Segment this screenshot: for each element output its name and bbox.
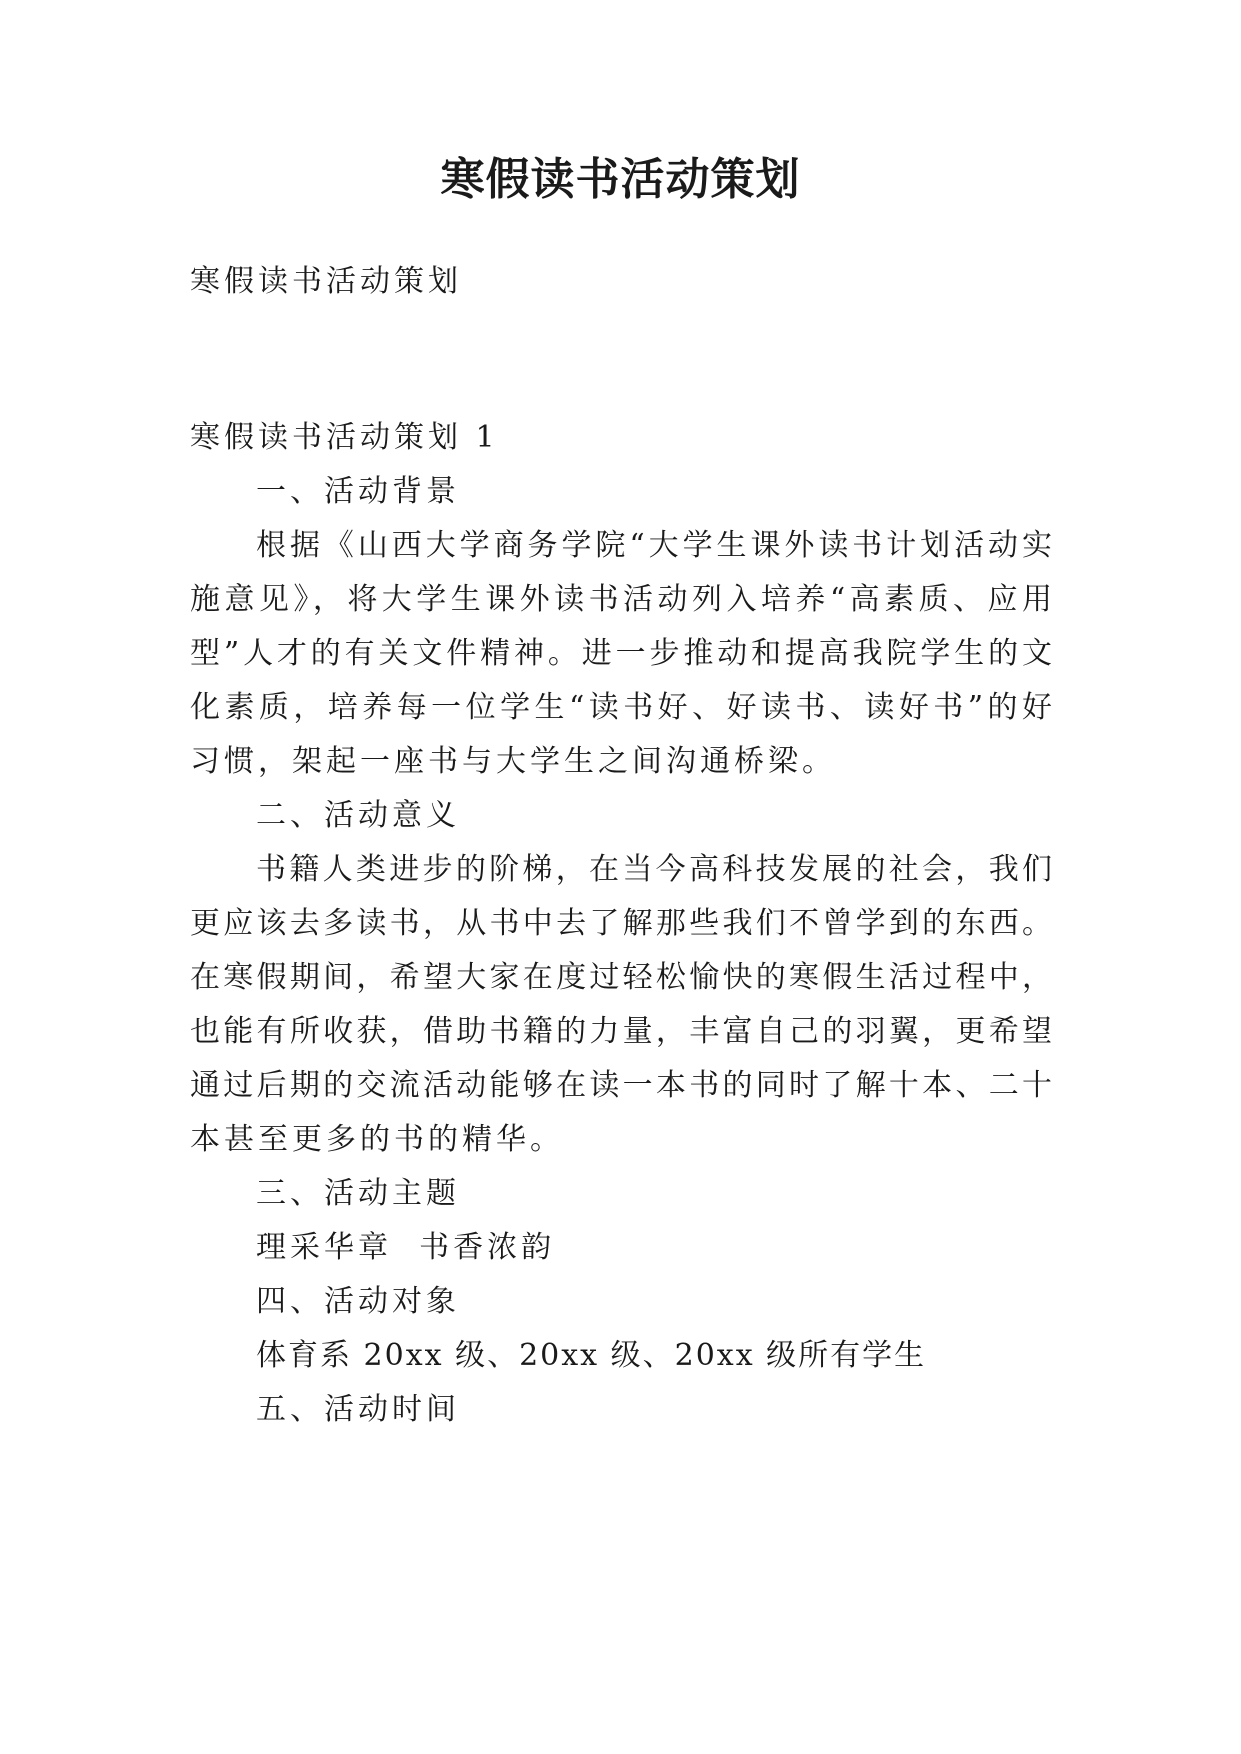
heading-time: 五、活动时间	[256, 1392, 460, 1427]
heading-theme: 三、活动主题	[256, 1176, 460, 1211]
paragraph-line: 本甚至更多的书的精华。	[190, 1122, 564, 1157]
document-subtitle: 寒假读书活动策划	[190, 264, 462, 299]
document-title: 寒假读书活动策划	[440, 154, 801, 205]
paragraph-line: 施意见》，将大学生课外读书活动列入培养“高素质、应用	[190, 582, 1052, 617]
audience-text: 体育系 20xx 级、20xx 级、20xx 级所有学生	[256, 1338, 927, 1373]
paragraph-line: 化素质，培养每一位学生“读书好、好读书、读好书”的好	[190, 690, 1052, 725]
theme-text: 理采华章 书香浓韵	[256, 1230, 556, 1265]
paragraph-line: 在寒假期间，希望大家在度过轻松愉快的寒假生活过程中，	[190, 960, 1052, 995]
paragraph-line: 习惯，架起一座书与大学生之间沟通桥梁。	[190, 744, 836, 779]
section-title: 寒假读书活动策划 1	[190, 420, 499, 455]
paragraph-line: 通过后期的交流活动能够在读一本书的同时了解十本、二十	[190, 1068, 1052, 1103]
paragraph-line: 也能有所收获，借助书籍的力量，丰富自己的羽翼，更希望	[190, 1014, 1052, 1049]
heading-significance: 二、活动意义	[256, 798, 460, 833]
heading-background: 一、活动背景	[256, 474, 460, 509]
paragraph-line: 书籍人类进步的阶梯，在当今高科技发展的社会，我们	[256, 852, 1052, 887]
paragraph-line: 型”人才的有关文件精神。进一步推动和提高我院学生的文	[190, 636, 1052, 671]
paragraph-line: 根据《山西大学商务学院“大学生课外读书计划活动实	[256, 528, 1052, 563]
paragraph-line: 更应该去多读书，从书中去了解那些我们不曾学到的东西。	[190, 906, 1052, 941]
heading-audience: 四、活动对象	[256, 1284, 460, 1319]
